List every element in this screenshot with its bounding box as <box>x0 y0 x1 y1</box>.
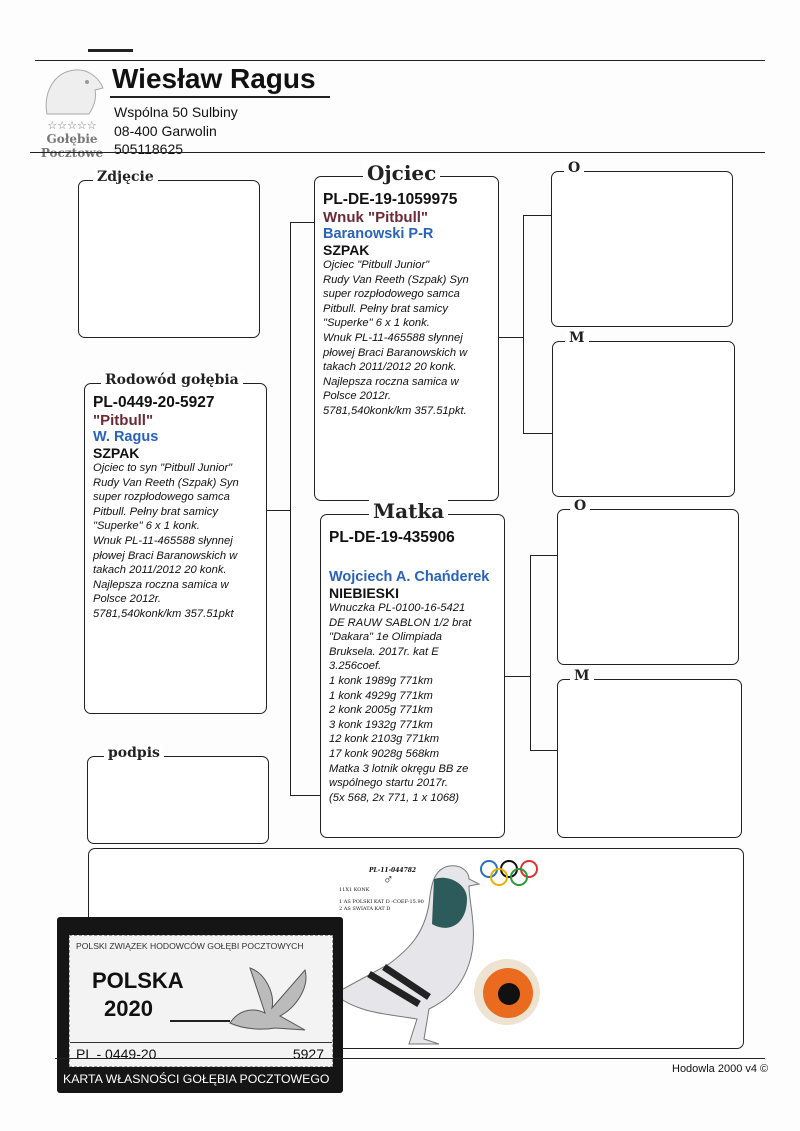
pigeon-head-logo-icon <box>39 64 105 116</box>
grandfather-paternal-box[interactable] <box>551 160 733 327</box>
connector <box>290 222 291 795</box>
footer-rule <box>55 1058 765 1059</box>
photo-box[interactable] <box>78 169 260 338</box>
mother-ring: PL-DE-19-435906 <box>329 529 455 546</box>
connector <box>530 750 558 751</box>
photo-line3: 2 AS SWIATA KAT D <box>339 906 391 912</box>
connector <box>523 215 524 433</box>
father-box <box>314 161 499 501</box>
logo-stars: ☆☆☆☆☆ <box>47 120 97 132</box>
card-org: POLSKI ZWIĄZEK HODOWCÓW GOŁĘBI POCZTOWYCH <box>76 941 304 951</box>
owner-address-line1: Wspólna 50 Sulbiny <box>114 104 238 120</box>
pigeon-section-label: Rodowód gołębia <box>101 372 243 388</box>
mother-description: Wnuczka PL-0100-16-5421 DE RAUW SABLON 1/2 brat "Dakara" 1e Olimpiada Bruksela. 2017r. kat E 3.256coef. 1 konk 1989g 771km 1 konk 4929g 771km 2 konk 2005g 771km 3 konk 1932g 771km 12 konk 2103g 771km 17 konk 9028g 568km Matka 3 lotnik okręgu BB ze wspólnego startu 2017r. (5x 568, 2x 771, 1 x 1068) <box>329 602 472 804</box>
connector <box>530 555 558 556</box>
father-name: Wnuk "Pitbull" <box>323 209 429 226</box>
grandmother-maternal-box[interactable] <box>557 668 742 838</box>
grandmother-paternal-box[interactable] <box>552 330 735 497</box>
mother-box <box>320 499 505 838</box>
father-description: Ojciec "Pitbull Junior" Rudy Van Reeth (Szpak) Syn super rozpłodowego samca Pitbull. Pełny brat samicy "Superke" 6 x 1 konk. Wnuk PL-11-465588 słynnej płowej Braci Baranowskich w takach 2011/2012 20 konk. Najlepsza roczna samica w Polsce 2012r. 5781,540konk/km 357.51pkt. <box>323 259 469 417</box>
connector <box>497 337 524 338</box>
signature-label: podpis <box>104 745 164 761</box>
pigeon-name: "Pitbull" <box>93 412 154 429</box>
logo <box>36 64 108 160</box>
photo-box-label: Zdjęcie <box>93 169 158 185</box>
connector <box>290 222 315 223</box>
owner-phone: 505118625 <box>114 141 184 157</box>
connector <box>530 555 531 750</box>
male-symbol-icon: ♂ <box>383 871 394 887</box>
pigeon-box <box>84 372 267 714</box>
footer-version: Hodowla 2000 v4 © <box>672 1063 769 1075</box>
top-rule <box>35 60 765 61</box>
photo-line2: 1 AS POLSKI KAT D -COEF-15.90 <box>339 899 424 905</box>
card-ring-number: 5927 <box>292 1046 324 1062</box>
owner-name: Wiesław Ragus <box>112 63 316 94</box>
card-country: POLSKA <box>92 968 184 993</box>
card-ring-prefix: PL - 0449-20 <box>76 1046 157 1062</box>
pigeon-eye-photo <box>472 957 542 1027</box>
pigeon-ring: PL-0449-20-5927 <box>93 394 215 411</box>
mother-color: NIEBIESKI <box>329 585 400 601</box>
pigeon-breeder: W. Ragus <box>93 429 159 445</box>
card-divider <box>70 1042 332 1043</box>
pigeon-description: Ojciec to syn "Pitbull Junior" Rudy Van Reeth (Szpak) Syn super rozpłodowego samca Pitbull. Pełny brat samicy "Superke" 6 x 1 konk. Wnuk PL-11-465588 słynnej płowej Braci Baranowskich w takach 2011/2012 20 konk. Najlepsza roczna samica w Polsce 2012r. 5781,540konk/km 357.51pkt <box>93 462 239 620</box>
name-underline <box>110 96 330 98</box>
connector <box>265 510 291 511</box>
logo-text-line1: Gołębie <box>46 132 98 146</box>
card-title: KARTA WŁASNOŚCI GOŁĘBIA POCZTOWEGO <box>63 1072 330 1086</box>
signature-box[interactable] <box>87 745 269 844</box>
olympic-rings-icon <box>479 859 539 889</box>
ownership-card <box>57 917 343 1093</box>
owner-address-line2: 08-400 Garwolin <box>114 123 217 139</box>
connector <box>523 215 552 216</box>
connector <box>523 433 553 434</box>
scan-mark <box>88 49 133 52</box>
grandfather-maternal-box[interactable] <box>557 498 739 665</box>
pigeon-color: SZPAK <box>93 445 140 461</box>
connector <box>290 795 321 796</box>
father-breeder: Baranowski P-R <box>323 226 434 242</box>
mother-section-label: Matka <box>369 499 448 523</box>
photo-ring: PL-11-044782 <box>369 867 417 874</box>
card-year: 2020 <box>104 996 153 1021</box>
header-rule <box>30 152 765 153</box>
grandparent-label: O <box>564 160 584 176</box>
flying-pigeon-icon <box>210 958 320 1038</box>
logo-text-line2: Pocztowe <box>40 146 104 160</box>
grandparent-label: O <box>570 498 590 514</box>
grandparent-label: M <box>565 330 589 346</box>
mother-breeder: Wojciech A. Chańderek <box>329 569 490 585</box>
father-section-label: Ojciec <box>363 161 440 185</box>
father-ring: PL-DE-19-1059975 <box>323 191 458 208</box>
grandparent-label: M <box>570 668 594 684</box>
photo-line1: 11X1 KONK <box>339 887 370 893</box>
connector <box>503 676 531 677</box>
father-color: SZPAK <box>323 242 370 258</box>
